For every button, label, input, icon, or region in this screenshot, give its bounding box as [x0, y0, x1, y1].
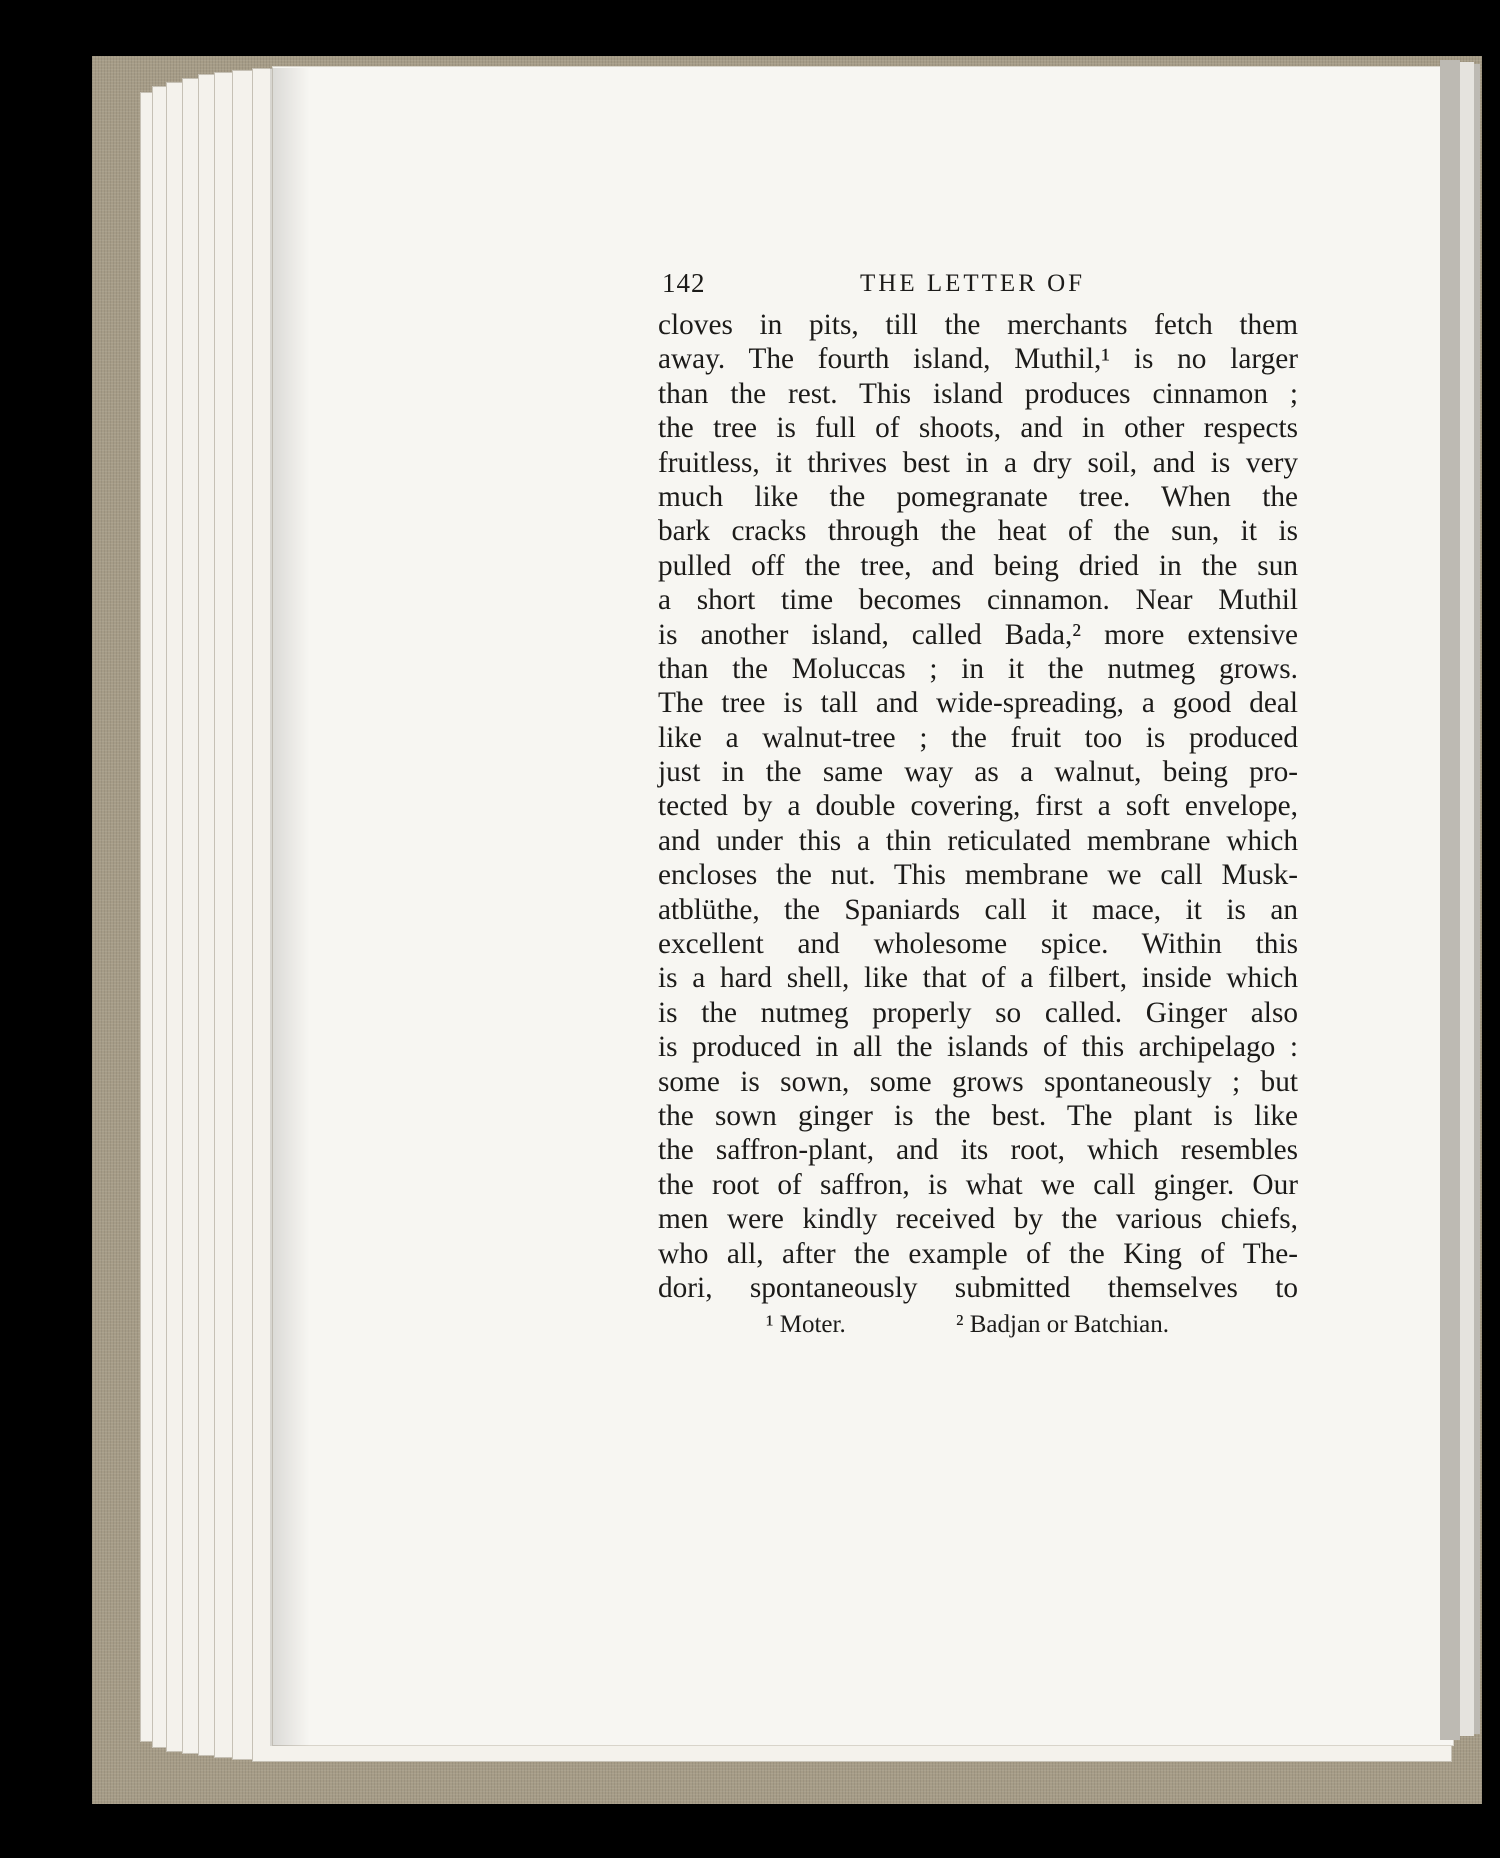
text-line: dori, spontaneously submitted themselves to — [658, 1271, 1298, 1304]
text-line: bark cracks through the heat of the sun, it is — [658, 515, 1298, 548]
text-line: the tree is full of shoots, and in other respects — [658, 412, 1298, 445]
text-line: is another island, called Bada,² more extensive — [658, 618, 1298, 651]
text-line: is produced in all the islands of this archipelago : — [658, 1031, 1298, 1064]
running-title: THE LETTER OF — [860, 270, 1086, 297]
text-line: the saffron-plant, and its root, which resembles — [658, 1134, 1298, 1167]
text-line: a short time becomes cinnamon. Near Muthil — [658, 584, 1298, 617]
text-line: some is sown, some grows spontaneously ; but — [658, 1065, 1298, 1098]
footnotes — [658, 1307, 1298, 1341]
text-line: men were kindly received by the various chiefs, — [658, 1203, 1298, 1236]
text-line: is the nutmeg properly so called. Ginger also — [658, 996, 1298, 1029]
text-line: is a hard shell, like that of a filbert, inside which — [658, 962, 1298, 995]
text-line: just in the same way as a walnut, being pro- — [658, 756, 1298, 789]
text-line: pulled off the tree, and being dried in the sun — [658, 549, 1298, 582]
text-line: who all, after the example of the King of The- — [658, 1237, 1298, 1270]
page-number: 142 — [662, 268, 706, 298]
text-line: encloses the nut. This membrane we call Musk- — [658, 859, 1298, 892]
text-line: atblüthe, the Spaniards call it mace, it is an — [658, 893, 1298, 926]
text-line: than the Moluccas ; in it the nutmeg grows. — [658, 652, 1298, 685]
page-gutter-shadow — [270, 68, 310, 1746]
text-line: and under this a thin reticulated membrane which — [658, 824, 1298, 857]
text-line: like a walnut-tree ; the fruit too is produced — [658, 721, 1298, 754]
footnote-2: ² Badjan or Batchian. — [956, 1311, 1169, 1339]
footnote-1: ¹ Moter. — [766, 1311, 846, 1339]
text-line: fruitless, it thrives best in a dry soil, and is very — [658, 446, 1298, 479]
text-line: than the rest. This island produces cinnamon ; — [658, 377, 1298, 410]
right-page-edge — [1460, 62, 1474, 1736]
text-line: much like the pomegranate tree. When the — [658, 480, 1298, 513]
text-line: excellent and wholesome spice. Within this — [658, 928, 1298, 961]
running-head — [658, 268, 1298, 308]
text-line: The tree is tall and wide-spreading, a good deal — [658, 687, 1298, 720]
text-line: away. The fourth island, Muthil,¹ is no larger — [658, 343, 1298, 376]
text-line: the sown ginger is the best. The plant is like — [658, 1099, 1298, 1132]
text-line: the root of saffron, is what we call ginger. Our — [658, 1168, 1298, 1201]
right-page-edge — [1474, 64, 1480, 1734]
body-text — [658, 308, 1298, 1305]
page-text — [658, 268, 1298, 1341]
right-page-edge — [1440, 60, 1460, 1740]
text-line: cloves in pits, till the merchants fetch them — [658, 309, 1298, 341]
text-line: tected by a double covering, first a soft envelope, — [658, 790, 1298, 823]
